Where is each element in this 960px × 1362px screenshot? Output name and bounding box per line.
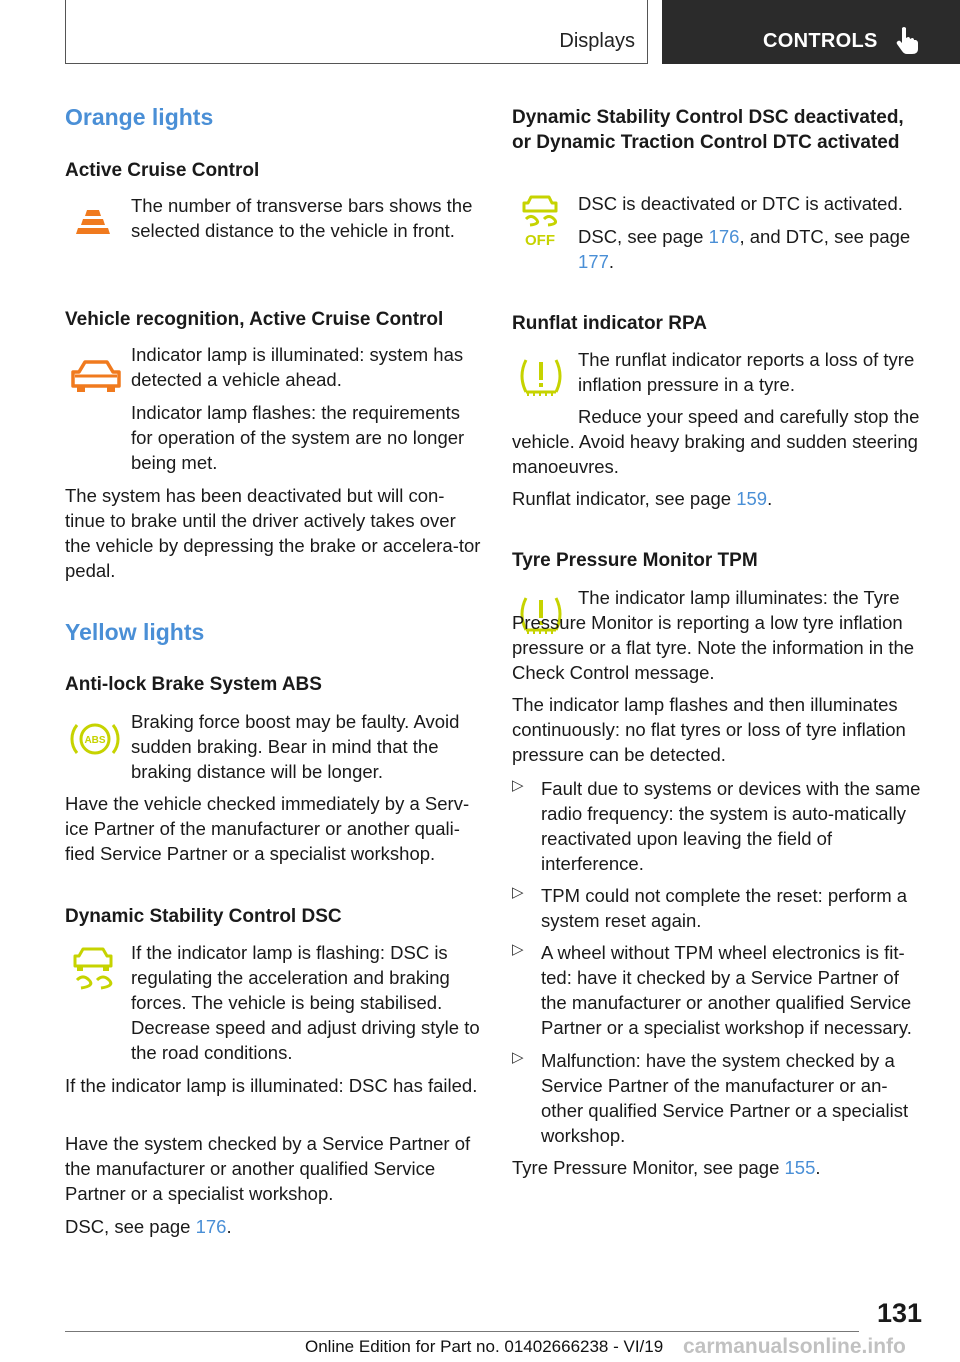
heading-orange-lights: Orange lights	[65, 104, 214, 130]
runflat-tyre-warning-icon	[516, 354, 566, 404]
header-section-title: Displays	[559, 30, 635, 52]
heading-dsc-deactivated: Dynamic Stability Control DSC deactivated, or Dynamic Traction Control DTC activated	[512, 107, 904, 153]
tpm-text-1	[512, 585, 928, 685]
list-item-text: TPM could not complete the reset: perform a system reset again.	[541, 885, 908, 931]
tpm-reference	[512, 1155, 928, 1180]
footer-divider	[65, 1331, 859, 1332]
triangle-bullet-icon: ▷	[512, 941, 524, 958]
dtc-ref-c: .	[608, 251, 615, 272]
dsc-ref-pre: DSC, see page	[65, 1216, 196, 1237]
hand-pointer-icon	[894, 26, 920, 54]
list-item-text: Fault due to systems or devices with the same radio frequency: the system is auto‐matically reactivated upon leaving the field of interference.	[541, 778, 921, 874]
footer-edition: Online Edition for Part no. 01402666238 - VI/19	[305, 1337, 664, 1356]
heading-tpm: Tyre Pressure Monitor TPM	[512, 550, 758, 571]
triangle-bullet-icon: ▷	[512, 884, 524, 901]
vehicle-recognition-text-2a	[131, 400, 477, 475]
dsc-text-1	[131, 940, 481, 1065]
tpm-text-1-content: The indicator lamp illuminates: the Tyre Pressure Monitor is reporting a low tyre inflation pressure or a flat tyre. Note the information in the Check Control message.	[512, 587, 915, 683]
dsc-text-1-content: If the indicator lamp is flashing: DSC is regulating the acceleration and braking forces. The vehicle is being stabilised. Decrease speed and adjust driving style to the road conditions.	[131, 942, 480, 1063]
abs-text-2: Have the vehicle checked immediately by a Serv‐ice Partner of the manufacturer or another quali‐fied Service Partner or a specialist workshop.	[65, 793, 470, 864]
rpa-ref-post: .	[767, 488, 773, 509]
header-section-box	[65, 0, 648, 64]
dsc-off-icon-label: OFF	[525, 232, 555, 249]
dtc-text-1: DSC is deactivated or DTC is activated.	[578, 193, 903, 214]
dtc-ref-b: , and DTC, see page	[739, 226, 911, 247]
vehicle-ahead-icon	[69, 358, 123, 394]
heading-abs: Anti-lock Brake System ABS	[65, 674, 322, 695]
dtc-ref-a: DSC, see page	[578, 226, 709, 247]
dtc-page-link[interactable]: 177	[578, 251, 609, 272]
heading-yellow-lights: Yellow lights	[65, 619, 205, 645]
heading-vehicle-recognition: Vehicle recognition, Active Cruise Control	[65, 309, 444, 330]
header-chapter-tab	[662, 0, 960, 64]
heading-dsc: Dynamic Stability Control DSC	[65, 906, 342, 927]
triangle-bullet-icon: ▷	[512, 1049, 524, 1066]
acc-distance-bars-icon	[69, 208, 117, 238]
heading-active-cruise-control: Active Cruise Control	[65, 160, 260, 181]
dsc-text-2: If the indicator lamp is illuminated: DSC has failed.	[65, 1075, 478, 1096]
vehicle-recognition-text-2: Indicator lamp flashes: the requirements for operation of the system are no longer being met.	[131, 402, 465, 473]
dtc-reference	[578, 224, 924, 274]
rpa-text-2: Reduce your speed and carefully stop the vehicle. Avoid heavy braking and sudden steering manoeuvres.	[512, 406, 920, 477]
list-item-text: Malfunction: have the system checked by a Service Partner of the manufacturer or an‐other qualified Service Partner or a specialist workshop.	[541, 1050, 909, 1146]
abs-icon-label: ABS	[84, 735, 106, 746]
dsc-skidding-car-icon	[69, 946, 117, 998]
rpa-reference	[512, 486, 928, 511]
rpa-page-link[interactable]: 159	[736, 488, 768, 509]
tpm-ref-post: .	[815, 1157, 821, 1178]
dsc-off-icon	[516, 195, 564, 249]
tpm-page-link[interactable]: 155	[784, 1157, 816, 1178]
vehicle-recognition-text-3: The system has been deactivated but will con‐tinue to brake until the driver actively takes over the vehicle by depressing the brake or accelera‐tor pedal.	[65, 485, 481, 581]
header-chapter-title: CONTROLS	[763, 30, 878, 52]
page-number: 131	[877, 1298, 923, 1328]
dsc-reference	[65, 1214, 481, 1239]
watermark: carmanualsonline.info	[683, 1335, 906, 1358]
acc-text: The number of transverse bars shows the selected distance to the vehicle in front.	[131, 195, 473, 241]
dsc-page-link[interactable]: 176	[195, 1216, 227, 1237]
triangle-bullet-icon: ▷	[512, 777, 524, 794]
dsc-page-link-right[interactable]: 176	[708, 226, 740, 247]
abs-text-1: Braking force boost may be faulty. Avoid sudden braking. Bear in mind that the braking distance will be longer.	[131, 711, 460, 782]
rpa-ref-pre: Runflat indicator, see page	[512, 488, 737, 509]
rpa-text-1: The runflat indicator reports a loss of tyre inflation pressure in a tyre.	[578, 349, 915, 395]
list-item-text: A wheel without TPM wheel electronics is fit‐ted: have it checked by a Service Partner of the manufacturer or another qualified Service Partner or a specialist workshop if necessary.	[541, 942, 912, 1038]
tpm-text-2: The indicator lamp flashes and then illuminates continuously: no flat tyres or loss of tyre inflation pressure can be detected.	[512, 694, 906, 765]
dsc-text-3: Have the system checked by a Service Partner of the manufacturer or another qualified Service Partner or a specialist workshop.	[65, 1133, 471, 1204]
tpm-ref-pre: Tyre Pressure Monitor, see page	[512, 1157, 785, 1178]
vehicle-recognition-text-1: Indicator lamp is illuminated: system has detected a vehicle ahead.	[131, 344, 464, 390]
heading-rpa: Runflat indicator RPA	[512, 313, 707, 334]
abs-warning-icon	[69, 717, 121, 761]
dsc-ref-post: .	[226, 1216, 232, 1237]
